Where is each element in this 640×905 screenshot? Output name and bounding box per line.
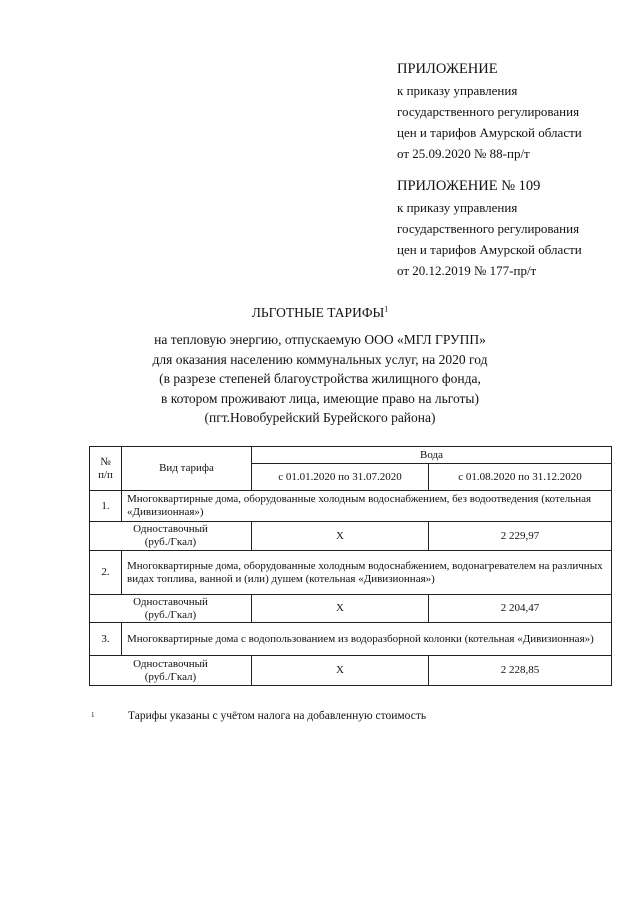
row-number: 1. xyxy=(90,491,122,522)
document-title xyxy=(0,305,640,321)
tariff-value-period-1: X xyxy=(252,595,429,623)
appendix-line: от 25.09.2020 № 88-пр/т xyxy=(397,146,530,161)
tariff-value-period-1: X xyxy=(252,656,429,686)
table-row xyxy=(90,522,612,551)
appendix-line: цен и тарифов Амурской области xyxy=(397,125,582,140)
row-number: 3. xyxy=(90,623,122,656)
document-subtitle xyxy=(0,330,640,428)
header-period-1: с 01.01.2020 по 31.07.2020 xyxy=(252,464,429,491)
appendix-line: к приказу управления xyxy=(397,83,518,98)
header-water: Вода xyxy=(252,447,612,464)
header-period-2: с 01.08.2020 по 31.12.2020 xyxy=(429,464,612,491)
tariff-name: Одноставочный (руб./Гкал) xyxy=(90,595,252,623)
tariff-name: Одноставочный (руб./Гкал) xyxy=(90,656,252,686)
table-row xyxy=(90,551,612,595)
subtitle-line: (пгт.Новобурейский Бурейского района) xyxy=(204,410,436,425)
tariff-value-period-2: 2 229,97 xyxy=(429,522,612,551)
appendix-title: ПРИЛОЖЕНИЕ xyxy=(397,61,498,77)
row-description: Многоквартирные дома с водопользованием из водоразборной колонки (котельная «Дивизионная») xyxy=(122,623,612,656)
table-row xyxy=(90,623,612,656)
appendix-title: ПРИЛОЖЕНИЕ № 109 xyxy=(397,178,541,194)
row-number: 2. xyxy=(90,551,122,595)
appendix-header-current xyxy=(397,59,582,164)
appendix-line: цен и тарифов Амурской области xyxy=(397,242,582,257)
footnote-text: Тарифы указаны с учётом налога на добавленную стоимость xyxy=(128,710,427,722)
row-description: Многоквартирные дома, оборудованные холодным водоснабжением, без водоотведения (котельная «Дивизионная») xyxy=(122,491,612,522)
tariff-table xyxy=(89,446,612,686)
table-row xyxy=(90,491,612,522)
subtitle-line: на тепловую энергию, отпускаемую ООО «МГЛ ГРУПП» xyxy=(154,332,486,347)
tariff-name: Одноставочный (руб./Гкал) xyxy=(90,522,252,551)
subtitle-line: (в разрезе степеней благоустройства жилищного фонда, xyxy=(159,371,481,386)
header-tariff-type: Вид тарифа xyxy=(122,447,252,491)
appendix-line: государственного регулирования xyxy=(397,221,580,236)
subtitle-line: в котором проживают лица, имеющие право на льготы) xyxy=(161,390,479,406)
footnote-ref: 1 xyxy=(384,304,389,314)
header-number: № п/п xyxy=(90,447,122,491)
tariff-value-period-2: 2 204,47 xyxy=(429,595,612,623)
document-title-text: ЛЬГОТНЫЕ ТАРИФЫ xyxy=(251,305,385,320)
row-description: Многоквартирные дома, оборудованные холодным водоснабжением, водонагревателем на различных видах топлива, ванной и (или) душем (котельная «Дивизионная») xyxy=(122,551,612,595)
appendix-line: от 20.12.2019 № 177-пр/т xyxy=(397,263,537,278)
appendix-line: к приказу управления xyxy=(397,200,518,215)
table-row xyxy=(90,656,612,686)
appendix-header-original xyxy=(397,176,582,281)
table-row xyxy=(90,595,612,623)
footnote-mark: 1 xyxy=(91,711,95,719)
tariff-value-period-1: X xyxy=(252,522,429,551)
subtitle-line: для оказания населению коммунальных услуг, на 2020 год xyxy=(152,351,488,367)
tariff-value-period-2: 2 228,85 xyxy=(429,656,612,686)
appendix-line: государственного регулирования xyxy=(397,104,580,119)
